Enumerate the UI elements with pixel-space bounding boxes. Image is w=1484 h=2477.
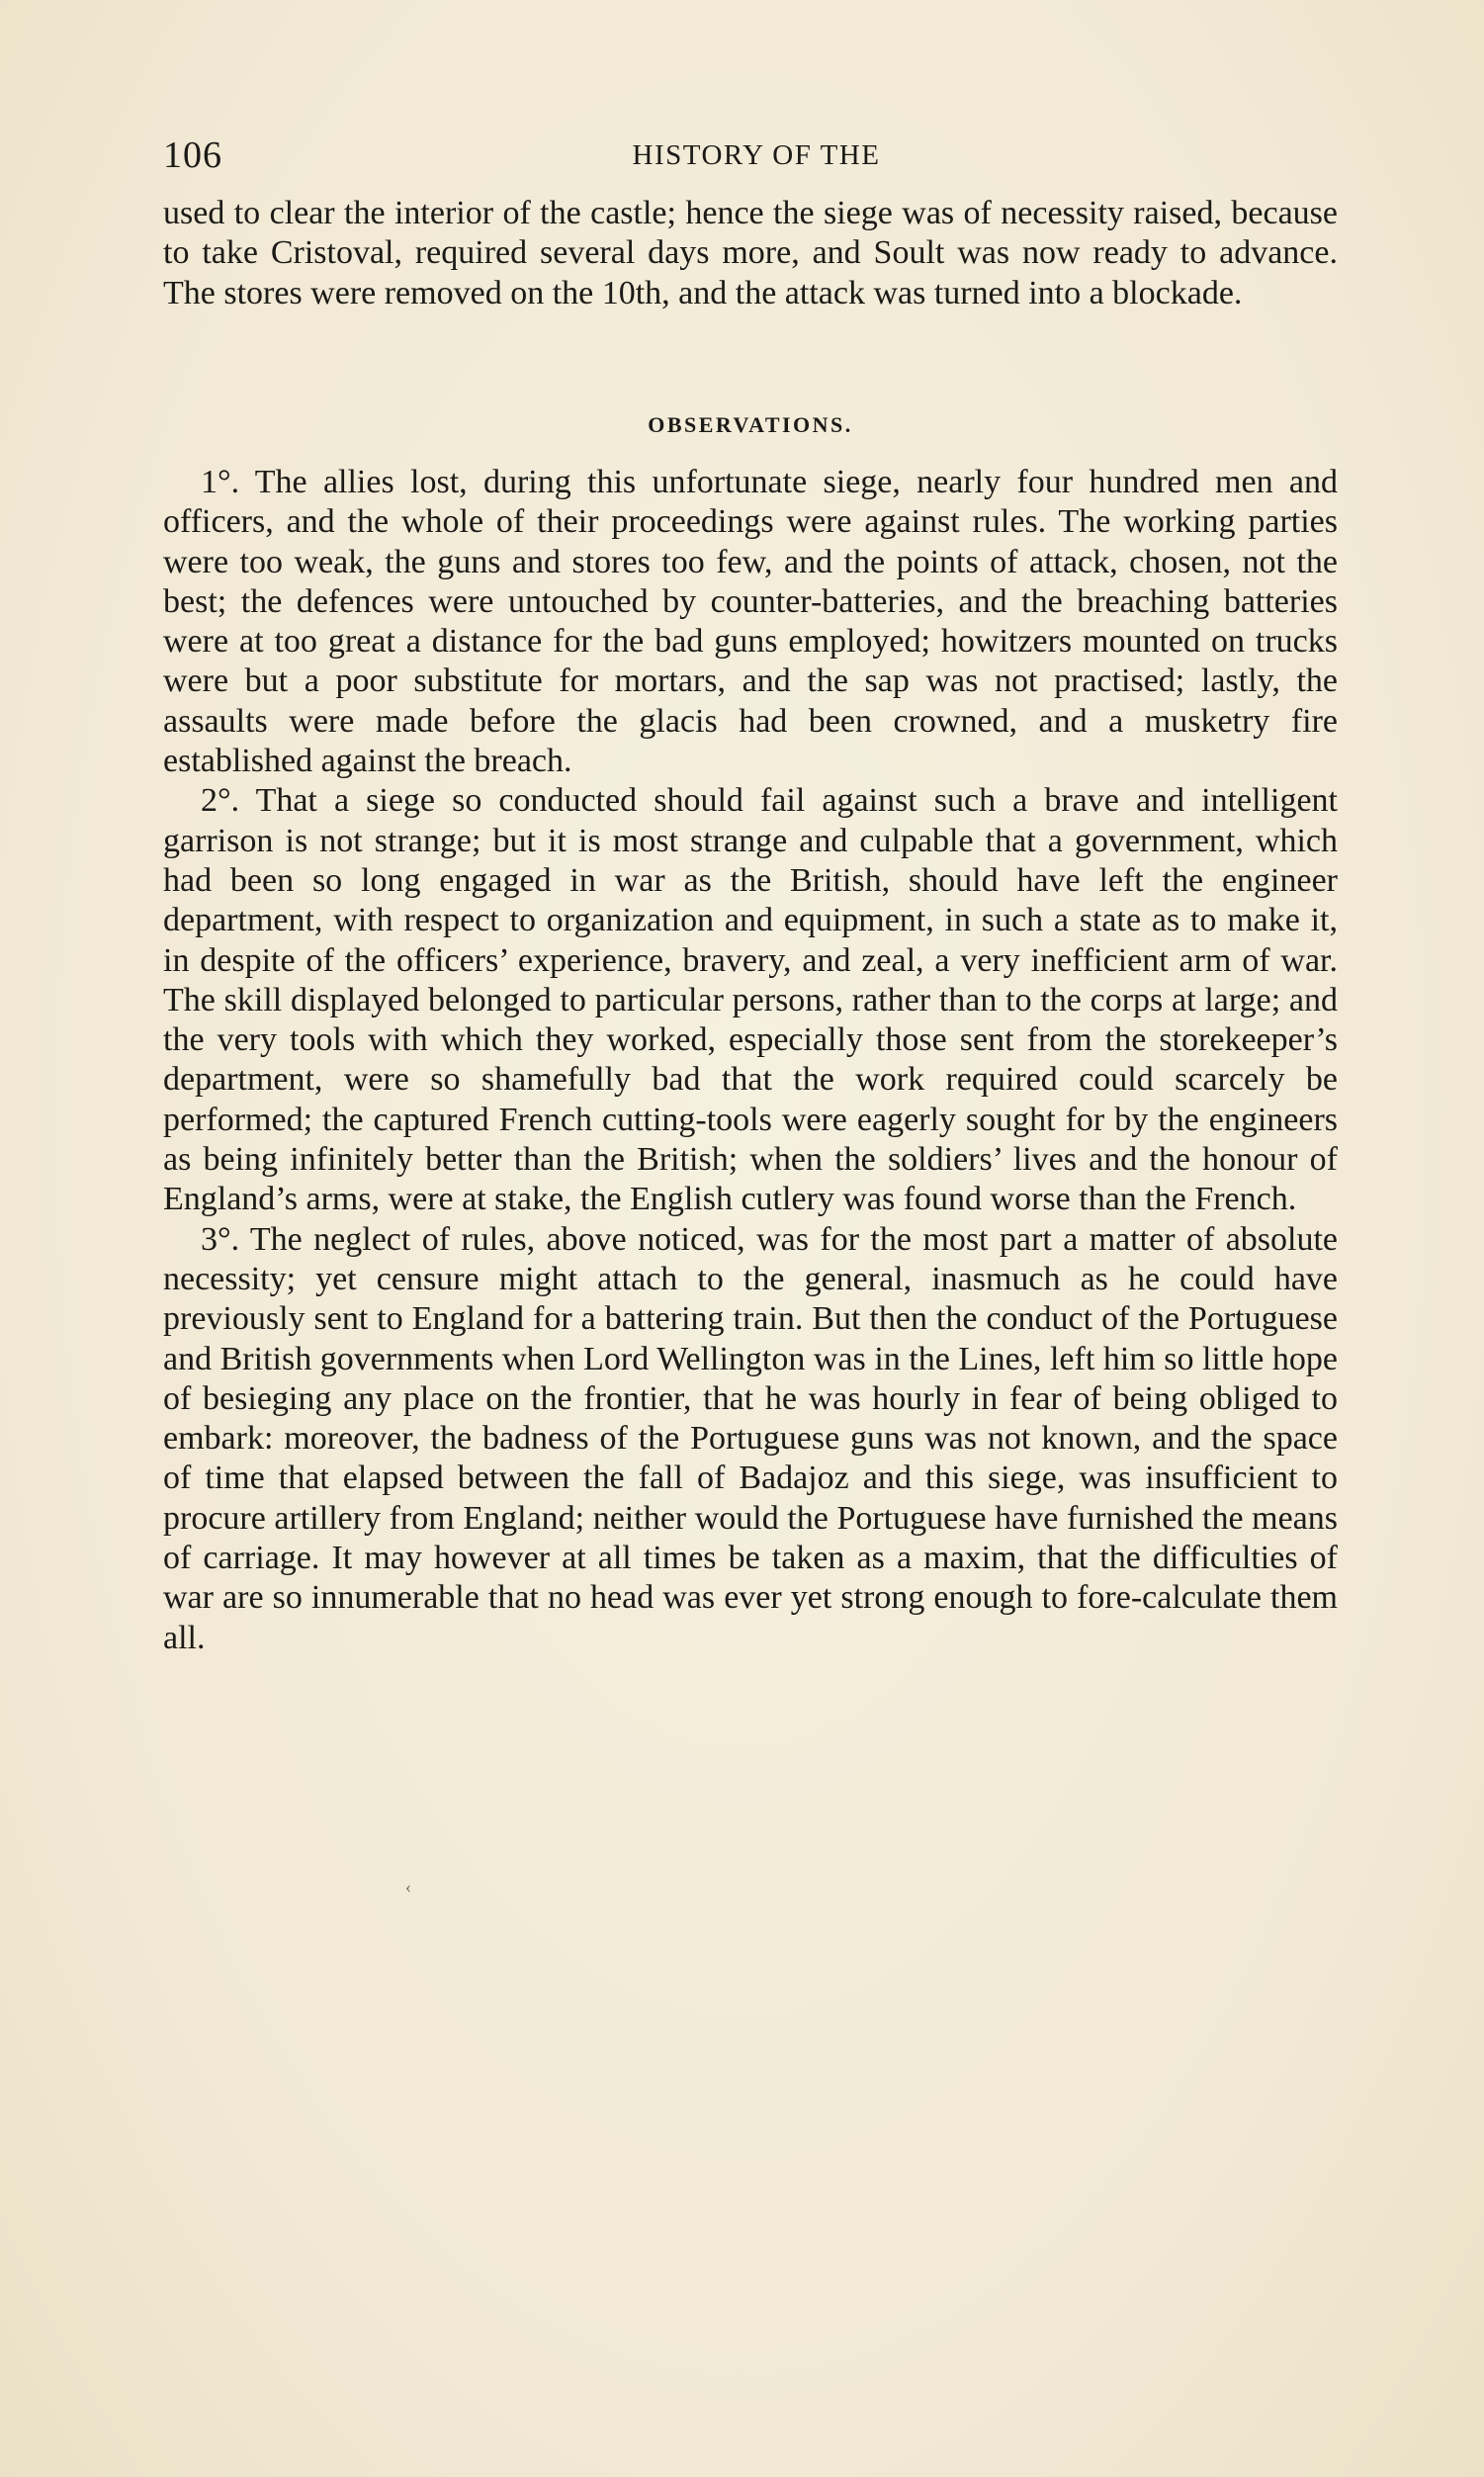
ink-speck: ‹ [405, 1877, 411, 1897]
page-header [163, 133, 1350, 177]
section-heading: OBSERVATIONS. [648, 412, 853, 437]
observation-paragraph-2: 2°. That a siege so conducted should fail against such a brave and intelligent garrison is not strange; but it is most strange and culpable that a government, which had been so long engaged in war as the British, should have left the engineer department, with respect to organization and equipment, in such a state as to make it, in despite of the officers’ experience, bravery, and zeal, a very inefficient arm of war. The skill displayed belonged to particular persons, rather than to the corps at large; and the very tools with which they worked, especially those sent from the storekeeper’s department, were so shamefully bad that the work required could scarcely be performed; the captured French cutting-tools were eagerly sought for by the engineers as being infinitely better than the British; when the soldiers’ lives and the honour of England’s arms, were at stake, the English cutlery was found worse than the French. [163, 782, 1338, 1218]
page-number: 106 [163, 134, 222, 176]
observation-paragraph-1: 1°. The allies lost, during this unfortunate siege, nearly four hundred men and officers, and the whole of their proceedings were against rules. The working parties were too weak, the guns and stores too few, and the points of attack, chosen, not the best; the defences were untouched by counter-batteries, and the breaching batteries were at too great a distance for the bad guns employed; howitzers mounted on trucks were but a poor substitute for mortars, and the sap was not practised; lastly, the assaults were made before the glacis had been crowned, and a musketry fire established against the breach. [163, 464, 1338, 780]
observation-paragraph-3: 3°. The neglect of rules, above noticed, was for the most part a matter of absolute necessity; yet censure might attach to the general, inasmuch as he could have previously sent to England for a battering train. But then the conduct of the Portuguese and British governments when Lord Wellington was in the Lines, left him so little hope of besieging any place on the frontier, that he was hourly in fear of being obliged to embark: moreover, the badness of the Portuguese guns was not known, and the space of time that elapsed between the fall of Badajoz and this siege, was insufficient to procure artillery from England; neither would the Portuguese have furnished the means of carriage. It may however at all times be taken as a maxim, that the difficulties of war are so innumerable that no head was ever yet strong enough to fore-calculate them all. [163, 1220, 1338, 1656]
observations-block [163, 463, 1338, 1658]
intro-paragraph-block [163, 194, 1338, 313]
intro-paragraph: used to clear the interior of the castle; hence the siege was of necessity raised, because to take Cristoval, required several days more, and Soult was now ready to advance. The stores were removed on the 10th, and the attack was turned into a blockade. [163, 195, 1338, 311]
running-head: HISTORY OF THE [632, 139, 881, 171]
